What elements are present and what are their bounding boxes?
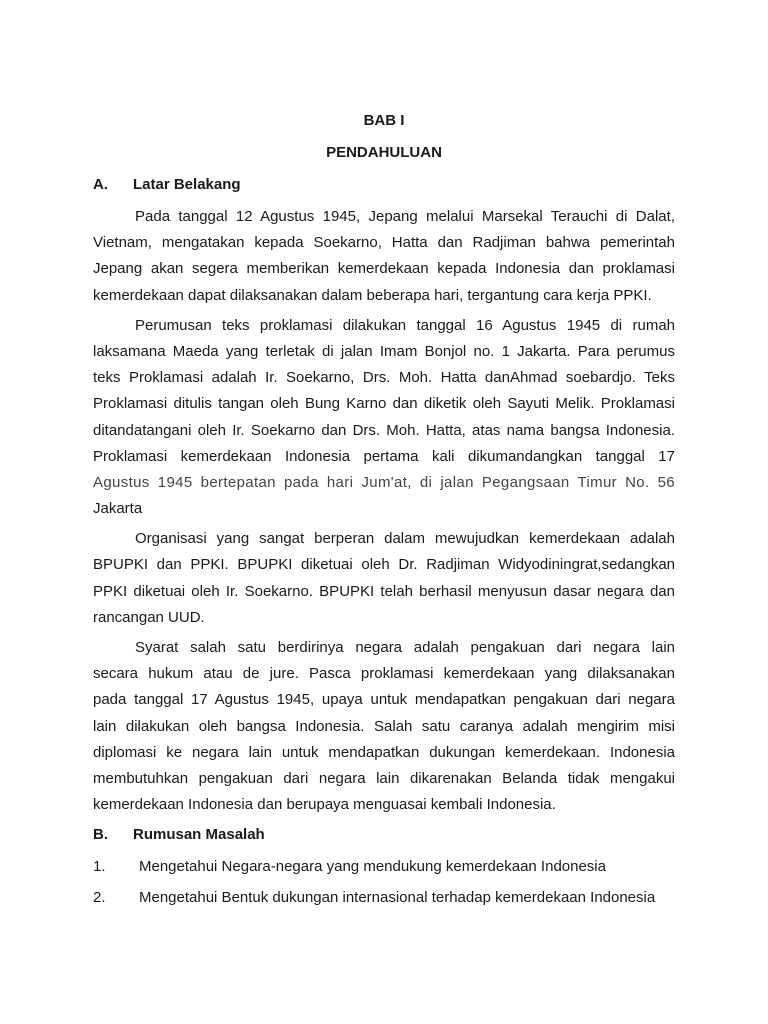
text-line: secara hukum atau de jure. Pasca proklamasi kemerdekaan yang dilaksanakan: [93, 665, 675, 683]
section-number: A.: [93, 176, 108, 193]
paragraph: [93, 208, 675, 313]
section-title: Latar Belakang: [133, 176, 241, 193]
text-line: Pada tanggal 12 Agustus 1945, Jepang melalui Marsekal Terauchi di Dalat,: [135, 208, 675, 225]
text-line: rancangan UUD.: [93, 608, 205, 626]
list-text: Mengetahui Bentuk dukungan internasional terhadap kemerdekaan Indonesia: [139, 889, 656, 907]
problem-list: [93, 858, 675, 920]
section-b-heading: [93, 826, 675, 858]
text-line: Proklamasi ditulis tangan oleh Bung Karno dan diketik oleh Sayuti Melik. Proklamasi: [93, 395, 675, 413]
text-line: kemerdekaan dapat dilaksanakan dalam beberapa hari, tergantung cara kerja PPKI.: [93, 286, 652, 304]
paragraph: [93, 317, 675, 527]
text-line: PPKI diketuai oleh Ir. Soekarno. BPUPKI telah berhasil menyusun dasar negara dan: [93, 582, 675, 600]
text-line: diplomasi ke negara lain untuk mendapatkan dukungan kemerdekaan. Indonesia: [93, 743, 675, 761]
section-a-heading: [93, 176, 675, 208]
section-number: B.: [93, 826, 108, 844]
document-page: [93, 112, 675, 920]
list-number: 2.: [93, 889, 106, 907]
text-line: ditandatangani oleh Ir. Soekarno dan Drs. Moh. Hatta, atas nama bangsa Indonesia.: [93, 421, 675, 439]
text-line: lain dilakukan oleh bangsa Indonesia. Salah satu caranya adalah mengirim misi: [93, 717, 675, 735]
list-number: 1.: [93, 858, 106, 876]
section-title: Rumusan Masalah: [133, 826, 265, 844]
body-paragraphs: [93, 208, 675, 822]
text-line: laksamana Maeda yang terletak di jalan Imam Bonjol no. 1 Jakarta. Para perumus: [93, 342, 675, 360]
paragraph: [93, 530, 675, 635]
list-item: [93, 858, 675, 889]
text-line: Jakarta: [93, 500, 143, 518]
text-line: BPUPKI dan PPKI. BPUPKI diketuai oleh Dr. Radjiman Widyodiningrat,sedangkan: [93, 556, 675, 574]
paragraph: [93, 639, 675, 822]
text-line: Perumusan teks proklamasi dilakukan tanggal 16 Agustus 1945 di rumah: [135, 316, 675, 334]
text-line: Vietnam, mengatakan kepada Soekarno, Hatta dan Radjiman bahwa pemerintah: [93, 234, 675, 252]
text-line: teks Proklamasi adalah Ir. Soekarno, Drs. Moh. Hatta danAhmad soebardjo. Teks: [93, 369, 675, 387]
text-line: Syarat salah satu berdirinya negara adalah pengakuan dari negara lain: [135, 639, 675, 656]
text-line: Organisasi yang sangat berperan dalam mewujudkan kemerdekaan adalah: [135, 530, 675, 548]
text-line: Proklamasi kemerdekaan Indonesia pertama kali dikumandangkan tanggal 17: [93, 447, 675, 465]
chapter-title: PENDAHULUAN: [326, 144, 442, 161]
list-item: [93, 889, 675, 920]
text-line: pada tanggal 17 Agustus 1945, upaya untuk mendapatkan pengakuan dari negara: [93, 691, 675, 709]
list-text: Mengetahui Negara-negara yang mendukung kemerdekaan Indonesia: [139, 858, 606, 876]
text-line: Jepang akan segera memberikan kemerdekaan kepada Indonesia dan proklamasi: [93, 260, 675, 278]
text-line: membutuhkan pengakuan dari negara lain dikarenakan Belanda tidak mengakui: [93, 769, 675, 787]
text-line: Agustus 1945 bertepatan pada hari Jum'at, di jalan Pegangsaan Timur No. 56: [93, 473, 675, 491]
text-line: kemerdekaan Indonesia dan berupaya menguasai kembali Indonesia.: [93, 796, 556, 814]
chapter-number: BAB I: [363, 112, 405, 129]
